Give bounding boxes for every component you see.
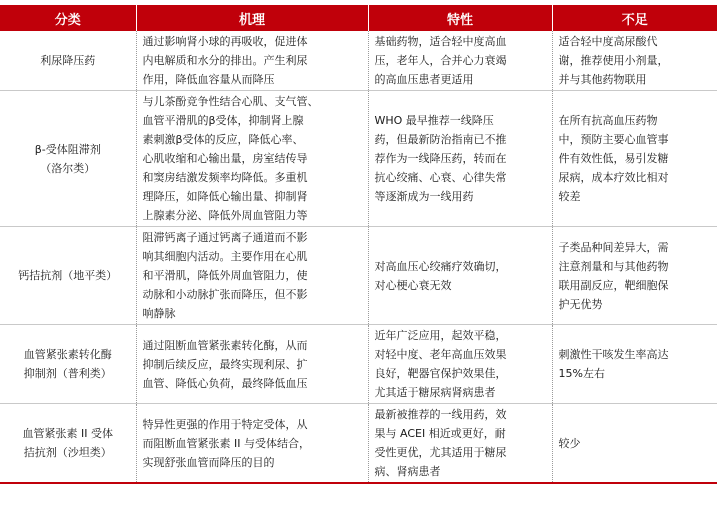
- category-cell: 钙拮抗剂（地平类）: [0, 227, 136, 325]
- table-row: [0, 31, 717, 91]
- mechanism-cell: 与儿茶酚竞争性结合心肌、支气管、 血管平滑肌的β受体，抑制肾上腺 素刺激β受体的反应，降低心率、 心肌收缩和心输出量，房室结传导 和窦房结激发频率均降低。多重机 理降压，如降低心输出量、抑制肾 上腺素分泌、降低外周血管阻力等: [136, 91, 368, 227]
- category-cell: 血管紧张素转化酶 抑制剂（普利类）: [0, 325, 136, 404]
- table-header-row: [0, 5, 717, 31]
- table-row: [0, 91, 717, 227]
- header-mechanism: 机理: [136, 5, 368, 31]
- shortcomings-cell: 子类品种间差异大，需 注意剂量和与其他药物 联用副反应，靶细胞保 护无优势: [552, 227, 717, 325]
- shortcomings-cell: 适合轻中度高尿酸代 谢，推荐使用小剂量， 并与其他药物联用: [552, 31, 717, 91]
- table-row: [0, 227, 717, 325]
- category-cell: 利尿降压药: [0, 31, 136, 91]
- mechanism-cell: 特异性更强的作用于特定受体，从 而阻断血管紧张素 II 与受体结合， 实现舒张血管而降压的目的: [136, 404, 368, 484]
- header-shortcomings: 不足: [552, 5, 717, 31]
- mechanism-cell: 通过阻断血管紧张素转化酶，从而 抑制后续反应，最终实现利尿、扩 血管、降低心负荷，最终降低血压: [136, 325, 368, 404]
- antihypertensive-table: [0, 5, 717, 484]
- shortcomings-cell: 较少: [552, 404, 717, 484]
- category-cell: β-受体阻滞剂 （洛尔类）: [0, 91, 136, 227]
- table-row: [0, 404, 717, 484]
- table-row: [0, 325, 717, 404]
- header-category: 分类: [0, 5, 136, 31]
- features-cell: 近年广泛应用，起效平稳， 对轻中度、老年高血压效果 良好，靶器官保护效果佳， 尤其适于糖尿病肾病患者: [368, 325, 552, 404]
- features-cell: WHO 最早推荐一线降压 药，但最新防治指南已不推 荐作为一线降压药，转而在 抗心绞痛、心衰、心律失常 等逐渐成为一线用药: [368, 91, 552, 227]
- shortcomings-cell: 刺激性干咳发生率高达 15%左右: [552, 325, 717, 404]
- features-cell: 对高血压心绞痛疗效确切， 对心梗心衰无效: [368, 227, 552, 325]
- mechanism-cell: 阻滞钙离子通过钙离子通道而不影 响其细胞内活动。主要作用在心肌 和平滑肌，降低外周血管阻力，使 动脉和小动脉扩张而降压，但不影 响静脉: [136, 227, 368, 325]
- category-cell: 血管紧张素 II 受体 拮抗剂（沙坦类）: [0, 404, 136, 484]
- features-cell: 基础药物，适合轻中度高血 压，老年人，合并心力衰竭 的高血压患者更适用: [368, 31, 552, 91]
- header-features: 特性: [368, 5, 552, 31]
- shortcomings-cell: 在所有抗高血压药物 中，预防主要心血管事 件有效性低，易引发糖 尿病，成本疗效比相对 较差: [552, 91, 717, 227]
- mechanism-cell: 通过影响肾小球的再吸收，促进体 内电解质和水分的排出。产生利尿 作用，降低血容量从而降压: [136, 31, 368, 91]
- features-cell: 最新被推荐的一线用药，效 果与 ACEI 相近或更好，耐 受性更优，尤其适用于糖尿 病、肾病患者: [368, 404, 552, 484]
